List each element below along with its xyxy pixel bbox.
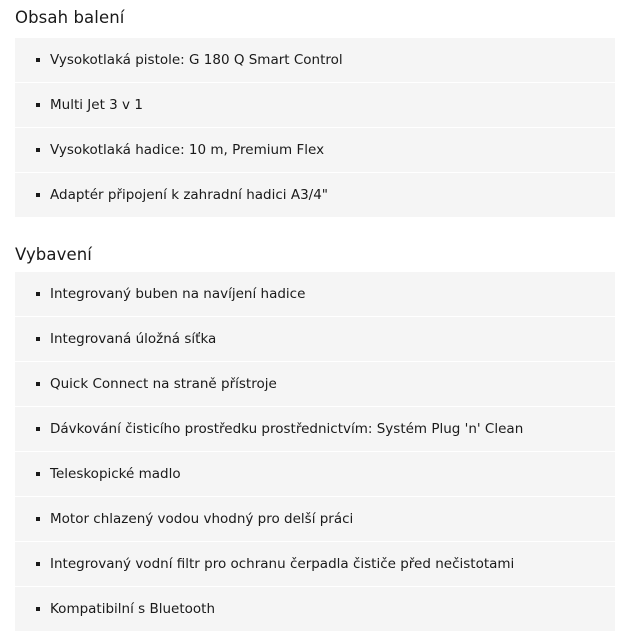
- bullet-icon: [36, 58, 40, 62]
- list-item-label: Kompatibilní s Bluetooth: [50, 601, 216, 617]
- list-item: [15, 542, 615, 586]
- bullet-icon: [36, 103, 40, 107]
- list-item-label: Adaptér připojení k zahradní hadici A3/4": [50, 187, 329, 203]
- list-item-label: Integrovaná úložná síťka: [50, 331, 217, 347]
- bullet-icon: [36, 607, 40, 611]
- list-item-label: Teleskopické madlo: [50, 466, 181, 482]
- list-item: [15, 362, 615, 406]
- list-item: [15, 128, 615, 172]
- bullet-icon: [36, 292, 40, 296]
- bullet-icon: [36, 427, 40, 431]
- list-item: [15, 497, 615, 541]
- list-item-label: Vysokotlaká hadice: 10 m, Premium Flex: [50, 142, 325, 158]
- section-package-contents: [15, 7, 615, 218]
- list-item-label: Multi Jet 3 v 1: [50, 97, 143, 113]
- bullet-icon: [36, 382, 40, 386]
- list-item: [15, 587, 615, 631]
- bullet-icon: [36, 472, 40, 476]
- list-item-label: Integrovaný vodní filtr pro ochranu čerpadla čističe před nečistotami: [50, 556, 515, 572]
- list-item: [15, 272, 615, 316]
- section-equipment: [15, 244, 615, 632]
- section-title-equipment: Vybavení: [15, 245, 92, 264]
- list-item-label: Motor chlazený vodou vhodný pro delší práci: [50, 511, 354, 527]
- bullet-icon: [36, 148, 40, 152]
- list-item-label: Vysokotlaká pistole: G 180 Q Smart Control: [50, 52, 343, 68]
- package-contents-list: [15, 38, 615, 217]
- bullet-icon: [36, 337, 40, 341]
- section-title-package-contents: Obsah balení: [15, 8, 125, 27]
- list-item-label: Dávkování čisticího prostředku prostřednictvím: Systém Plug 'n' Clean: [50, 421, 524, 437]
- list-item: [15, 38, 615, 82]
- bullet-icon: [36, 517, 40, 521]
- list-item-label: Integrovaný buben na navíjení hadice: [50, 286, 306, 302]
- list-item: [15, 173, 615, 217]
- list-item: [15, 317, 615, 361]
- bullet-icon: [36, 562, 40, 566]
- equipment-list: [15, 272, 615, 631]
- list-item: [15, 407, 615, 451]
- list-item: [15, 83, 615, 127]
- list-item-label: Quick Connect na straně přístroje: [50, 376, 277, 392]
- list-item: [15, 452, 615, 496]
- bullet-icon: [36, 193, 40, 197]
